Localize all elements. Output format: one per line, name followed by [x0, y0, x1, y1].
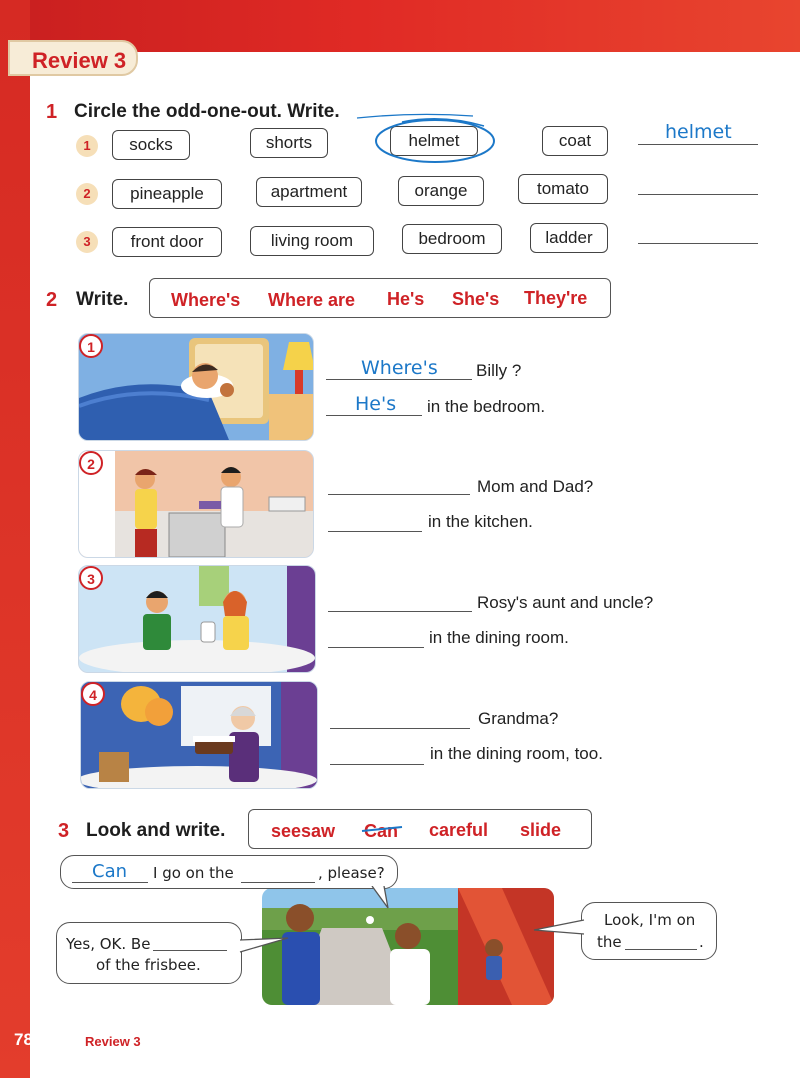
ex2-a-text-3: in the dining room.: [429, 628, 569, 647]
ex2-q-text-3: Rosy's aunt and uncle?: [477, 593, 654, 612]
word-box: coat: [542, 126, 608, 156]
ex2-a-text-4: in the dining room, too.: [430, 744, 603, 763]
bubble-right-line-1: Look, I'm on: [604, 911, 696, 929]
bank-word: seesaw: [271, 821, 336, 841]
ex3-answer-line-top-2[interactable]: [241, 860, 315, 883]
bubble-right-line-2b: .: [699, 933, 704, 951]
dining-room-illustration: [78, 565, 316, 673]
ex2-a-line-2[interactable]: [328, 507, 422, 532]
bubble-tail: [370, 886, 400, 912]
word-box: tomato: [518, 174, 608, 204]
ex1-number: 1: [46, 101, 58, 123]
word-box: living room: [250, 226, 374, 256]
ex2-q-line-4[interactable]: [330, 704, 470, 729]
kitchen-illustration: [78, 450, 314, 558]
ex1-row-number: 3: [76, 231, 98, 253]
bubble-left-line-2: of the frisbee.: [96, 956, 201, 974]
word-box: front door: [112, 227, 222, 257]
bubble-right-line-2a: the: [597, 933, 622, 951]
word-box: apartment: [256, 177, 362, 207]
ex1-answer-line-2[interactable]: [638, 170, 758, 195]
ex2-q-line-2[interactable]: [328, 470, 470, 495]
word-box: socks: [112, 130, 190, 160]
bank-word: slide: [520, 820, 562, 840]
left-margin-band: [0, 0, 30, 1078]
bank-word: careful: [429, 820, 489, 840]
ex2-a-text-2: in the kitchen.: [428, 512, 533, 531]
picture-number: 4: [81, 682, 105, 706]
ex2-q-text-2: Mom and Dad?: [477, 477, 594, 496]
bubble-left-line-1: Yes, OK. Be: [66, 935, 151, 953]
bubble-top-text-1: I go on the: [153, 864, 234, 882]
ex1-title: Circle the odd-one-out. Write.: [74, 101, 340, 122]
page-number: 78: [14, 1030, 33, 1049]
review-tab: [8, 40, 138, 76]
footer-label: Review 3: [85, 1034, 141, 1049]
odd-one-out-circle: [372, 116, 498, 166]
bubble-top-text-2: , please?: [318, 864, 385, 882]
word-box: bedroom: [402, 224, 502, 254]
ex1-answer-1: helmet: [665, 121, 732, 143]
bank-word-crossed: Can: [364, 821, 399, 841]
word-box: pineapple: [112, 179, 222, 209]
ex2-q-text-4: Grandma?: [478, 709, 559, 728]
bedroom-illustration: [78, 333, 314, 441]
ex1-row-number: 2: [76, 183, 98, 205]
bubble-tail: [530, 916, 586, 942]
ex2-a-text-1: in the bedroom.: [427, 397, 546, 416]
review-tab-label: Review 3: [32, 48, 127, 73]
word-box: orange: [398, 176, 484, 206]
ex2-a-answer-1: He's: [355, 393, 397, 415]
bank-word: She's: [452, 289, 500, 309]
bank-word: Where are: [268, 290, 356, 310]
ex2-q-line-3[interactable]: [328, 587, 472, 612]
ex3-title: Look and write.: [86, 820, 226, 841]
ex2-q-answer-1: Where's: [361, 357, 438, 379]
word-box: ladder: [530, 223, 608, 253]
ex3-answer-line-left[interactable]: [153, 930, 227, 951]
bubble-tail: [238, 936, 292, 960]
picture-number: 1: [79, 334, 103, 358]
ex2-number: 2: [46, 289, 58, 311]
playground-illustration: [262, 888, 554, 1005]
ex2-a-line-4[interactable]: [330, 740, 424, 765]
bank-word: He's: [387, 289, 425, 309]
bank-word: Where's: [171, 290, 241, 310]
ex1-answer-line-3[interactable]: [638, 219, 758, 244]
ex2-title: Write.: [76, 289, 129, 310]
ex3-answer-line-right[interactable]: [625, 929, 697, 950]
ex2-a-line-3[interactable]: [328, 623, 424, 648]
ex3-number: 3: [58, 820, 70, 842]
grandma-illustration: [80, 681, 318, 789]
word-box: helmet: [390, 126, 478, 156]
picture-number: 2: [79, 451, 103, 475]
picture-number: 3: [79, 566, 103, 590]
ex2-q-text-1: Billy ?: [476, 361, 522, 380]
ex3-answer-top: Can: [92, 861, 128, 882]
ex1-row-number: 1: [76, 135, 98, 157]
bank-word: They're: [524, 288, 588, 308]
cross-out-mark: [360, 820, 404, 840]
word-box: shorts: [250, 128, 328, 158]
